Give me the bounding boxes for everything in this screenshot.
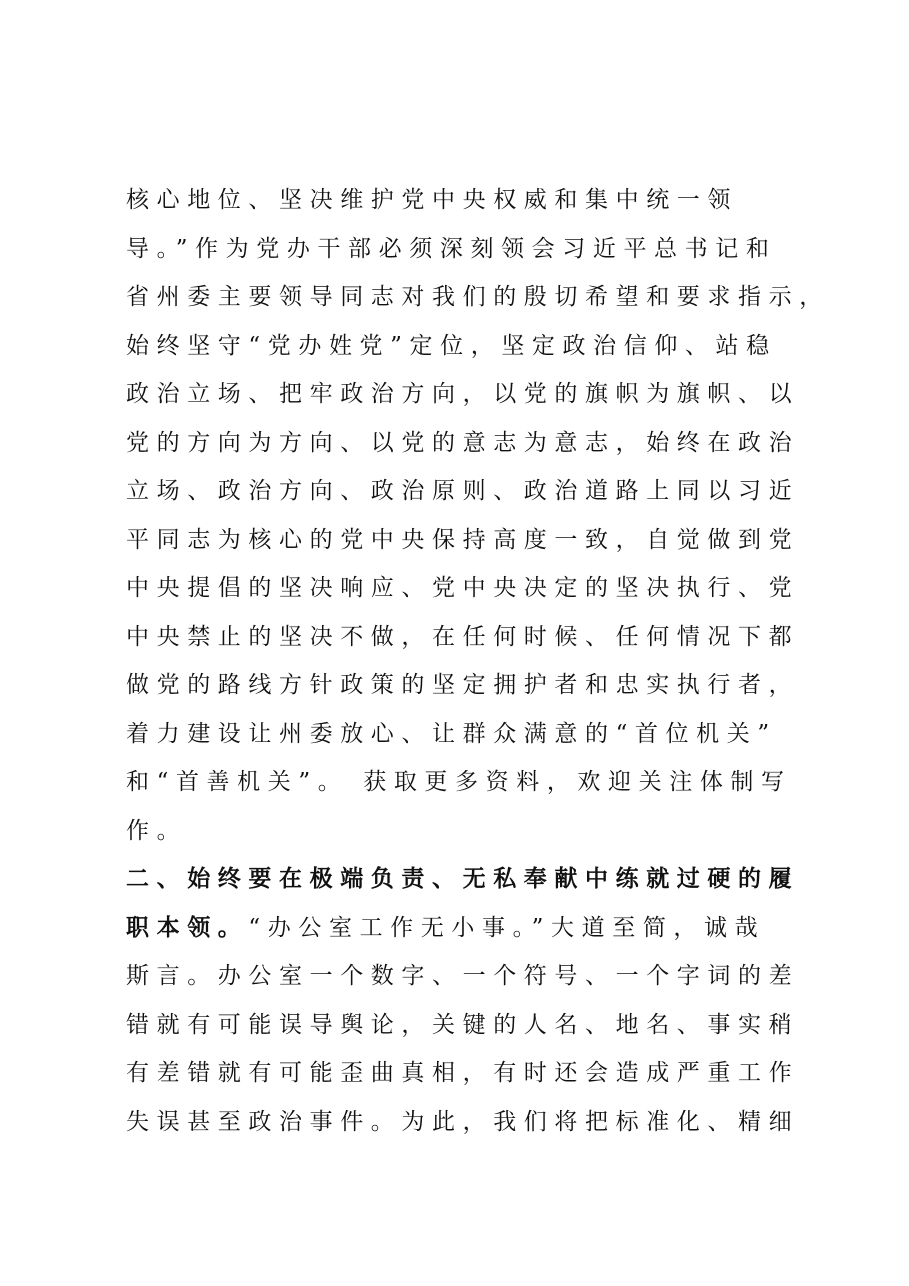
- section-heading: 二、始终要在极端负责、无私奉献中练就过硬的履: [126, 866, 800, 892]
- section-heading-line-2: [126, 904, 786, 953]
- text-line: 党的方向为方向、以党的意志为意志，始终在政治: [126, 429, 800, 456]
- text-line: 做党的路线方针政策的坚定拥护者和忠实执行者，: [126, 672, 800, 698]
- text-line: 有差错就有可能歪曲真相，有时还会造成严重工作: [126, 1060, 800, 1086]
- text-line: 中央禁止的坚决不做，在任何时候、任何情况下都: [126, 623, 800, 650]
- text-line: 错就有可能误导舆论，关键的人名、地名、事实稍: [126, 1011, 800, 1038]
- text-line: 失误甚至政治事件。为此，我们将把标准化、精细: [126, 1108, 800, 1135]
- text-line: 省州委主要领导同志对我们的殷切希望和要求指示，: [126, 284, 830, 310]
- text-line: 斯言。办公室一个数字、一个符号、一个字词的差: [126, 963, 800, 989]
- text-line: 着力建设让州委放心、让群众满意的“首位机关”: [126, 720, 777, 747]
- body-text: [126, 176, 830, 1146]
- text-line: 核心地位、坚决维护党中央权威和集中统一领: [126, 187, 738, 213]
- text-line: 政治立场、把牢政治方向，以党的旗帜为旗帜、以: [126, 381, 800, 407]
- text-line: 始终坚守“党办姓党”定位，坚定政治信仰、站稳: [126, 332, 777, 359]
- text-line: 中央提倡的坚决响应、党中央决定的坚决执行、党: [126, 575, 800, 601]
- text-line: 平同志为核心的党中央保持高度一致，自觉做到党: [126, 526, 800, 553]
- text-line: 和“首善机关”。 获取更多资料，欢迎关注体制写: [126, 769, 792, 795]
- section-text: “办公室工作无小事。”大道至简，诚哉: [248, 914, 766, 941]
- text-line: 导。”作为党办干部必须深刻领会习近平总书记和: [126, 235, 777, 262]
- text-line: 立场、政治方向、政治原则、政治道路上同以习近: [126, 478, 800, 504]
- section-heading-end: 职本领。: [126, 914, 249, 941]
- section-heading-line: [126, 855, 800, 904]
- text-line: 作。: [126, 817, 188, 844]
